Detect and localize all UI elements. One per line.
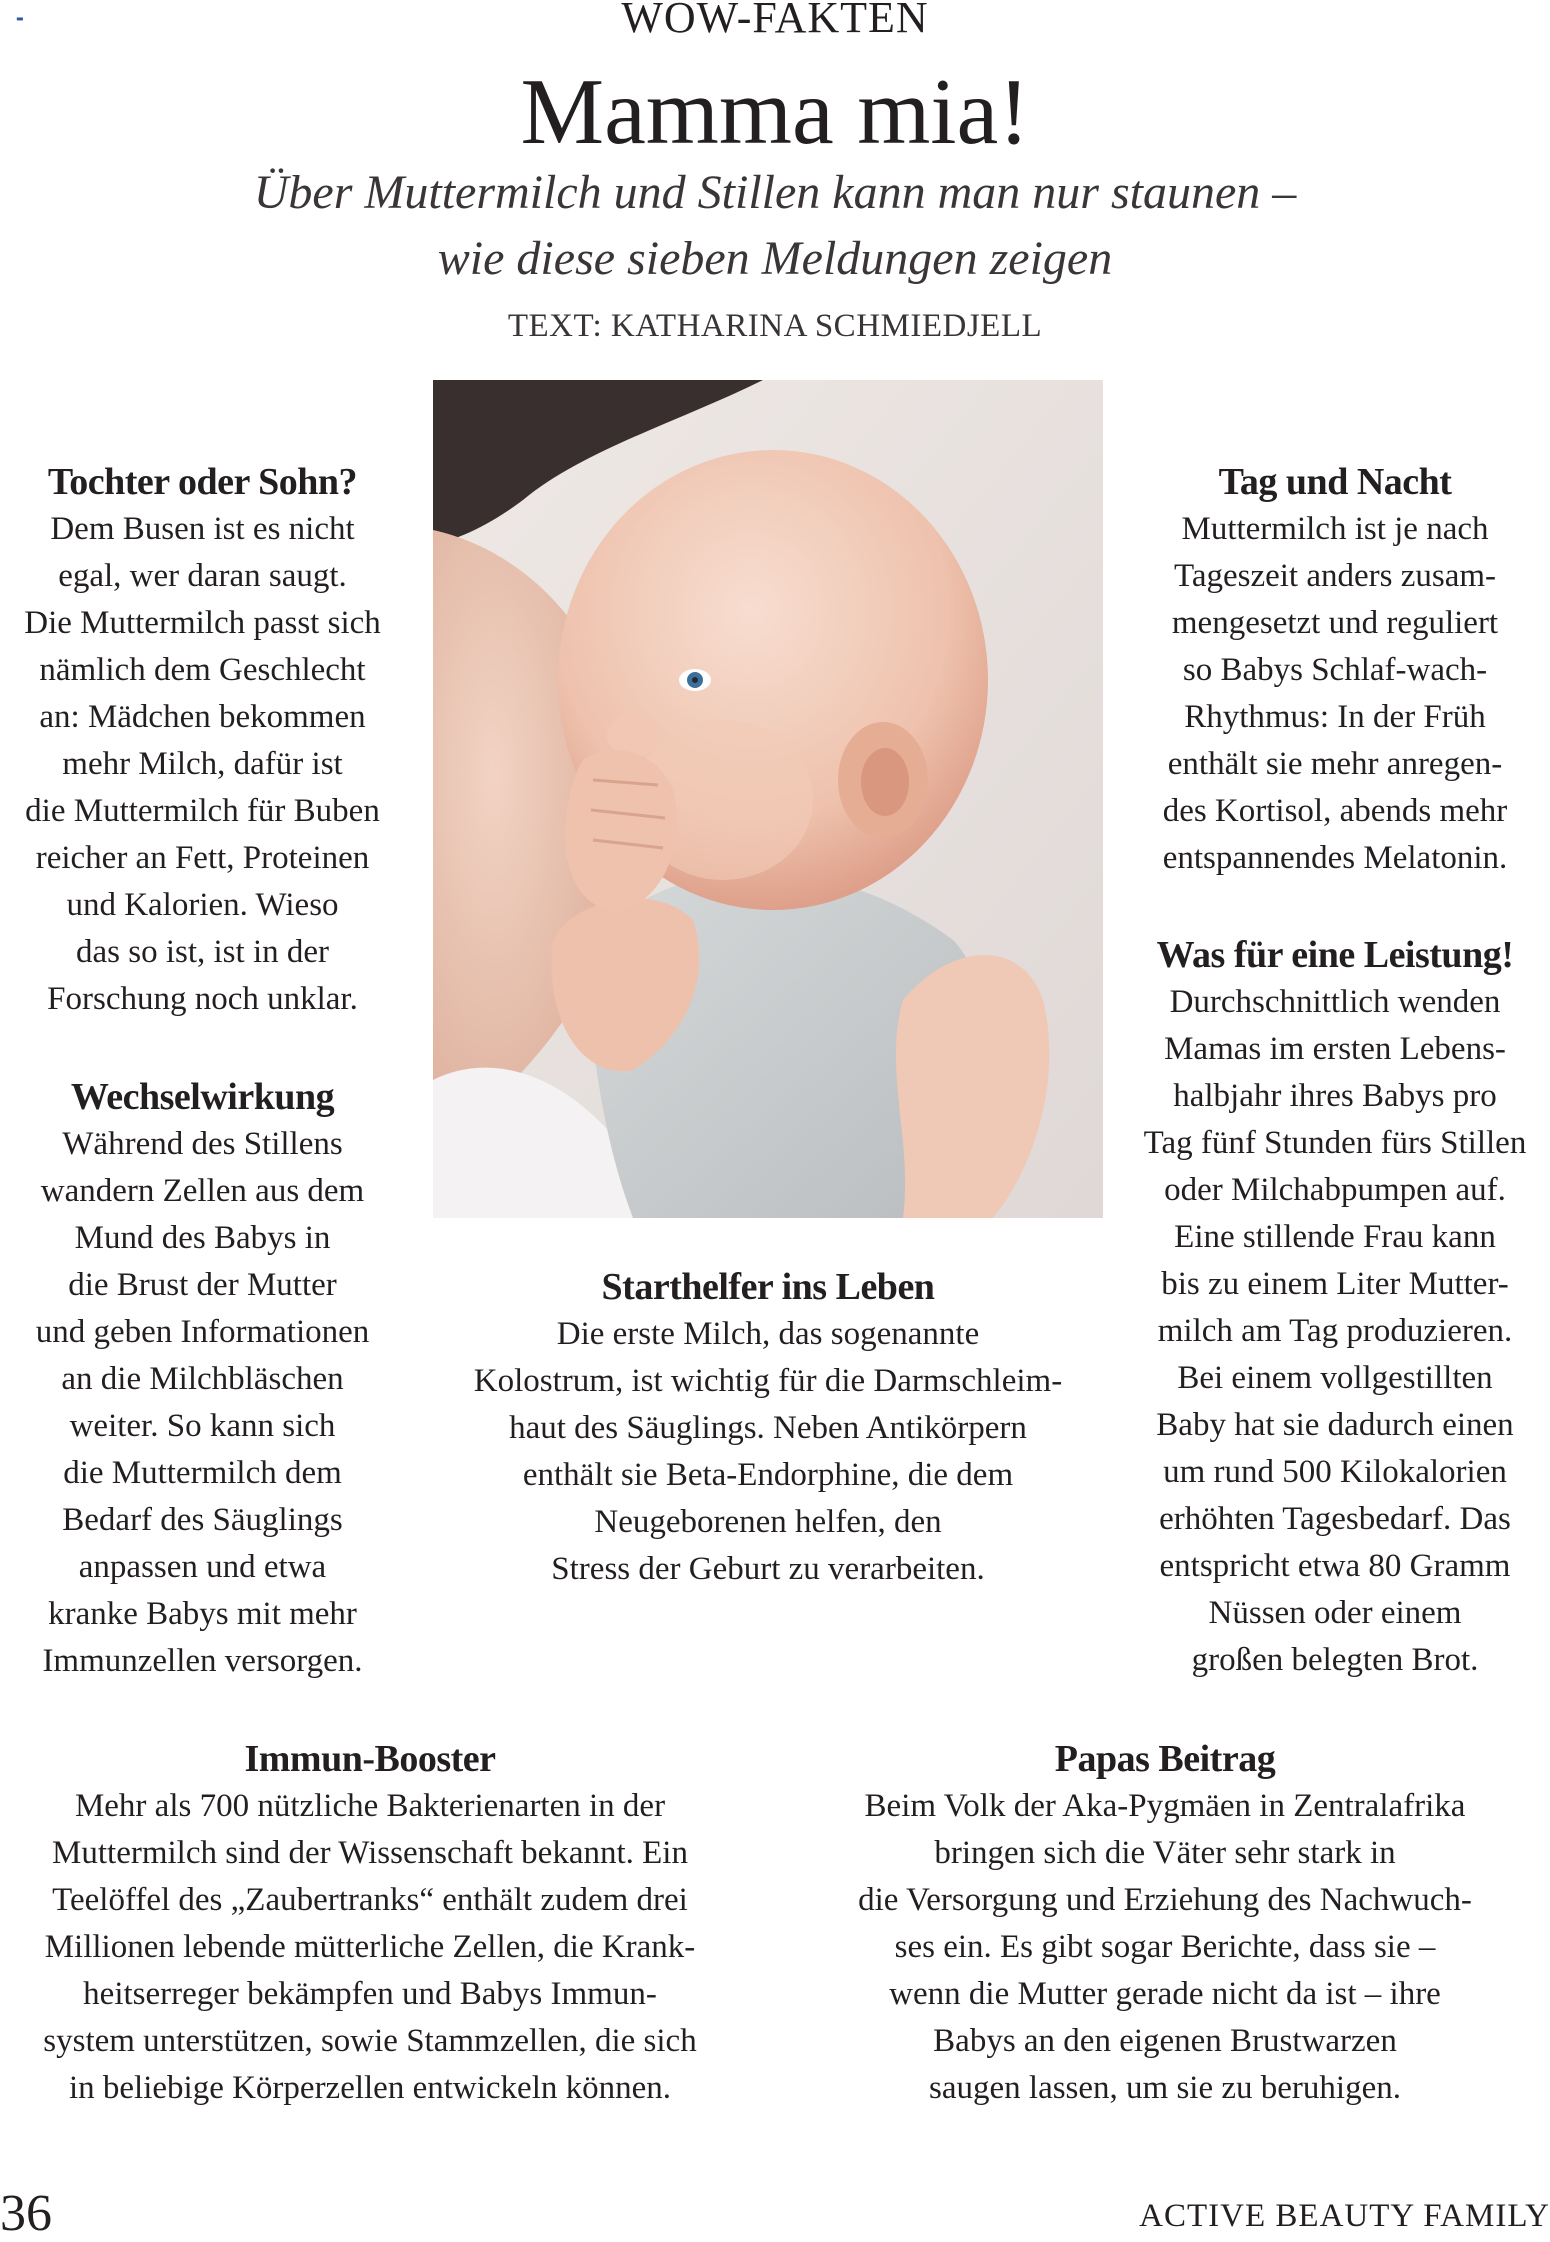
section-body: [790, 1783, 1540, 2112]
subtitle-line: wie diese sieben Meldungen zeigen: [437, 232, 1113, 285]
body-line: mengesetzt und reguliert: [1171, 605, 1499, 641]
corner-mark: ▬: [16, 16, 24, 22]
section-body: [1120, 979, 1550, 1684]
body-line: enthält sie Beta-Endorphine, die dem: [522, 1457, 1014, 1493]
section-body: [0, 506, 405, 1023]
body-line: erhöhten Tagesbedarf. Das: [1159, 1501, 1511, 1537]
body-line: Mehr als 700 nützliche Bakterienarten in der: [74, 1788, 666, 1824]
section-body: [430, 1311, 1106, 1593]
body-line: so Babys Schlaf-wach-: [1182, 652, 1488, 688]
body-line: anpassen und etwa: [78, 1549, 327, 1585]
body-line: Baby hat sie dadurch einen: [1156, 1407, 1514, 1443]
body-line: Immunzellen versorgen.: [42, 1643, 363, 1679]
body-line: des Kortisol, abends mehr: [1162, 793, 1508, 829]
body-line: die Versorgung und Erziehung des Nachwuch-: [858, 1882, 1472, 1918]
section-tag-und-nacht: [1120, 458, 1550, 882]
body-line: die Brust der Mutter: [68, 1267, 337, 1303]
body-line: Babys an den eigenen Brustwarzen: [933, 2023, 1397, 2059]
body-line: Tageszeit anders zusam-: [1173, 558, 1497, 594]
page-title: Mamma mia!: [520, 60, 1030, 164]
body-line: ses ein. Es gibt sogar Berichte, dass sie –: [894, 1929, 1436, 1965]
section-heading: Starthelfer ins Leben: [601, 1266, 935, 1308]
body-line: Während des Stillens: [62, 1126, 343, 1162]
body-line: Mund des Babys in: [74, 1220, 331, 1256]
section-leistung: [1120, 931, 1550, 1684]
body-line: Dem Busen ist es nicht: [50, 511, 355, 547]
byline: TEXT: KATHARINA SCHMIEDJELL: [507, 308, 1043, 344]
body-line: Bedarf des Säuglings: [62, 1502, 343, 1538]
body-line: Neugeborenen helfen, den: [594, 1504, 942, 1540]
body-line: Teelöffel des „Zaubertranks“ enthält zudem drei: [52, 1882, 688, 1918]
section-heading: Immun-Booster: [244, 1738, 496, 1780]
body-line: Mamas im ersten Lebens-: [1164, 1031, 1506, 1067]
body-line: großen belegten Brot.: [1191, 1642, 1479, 1678]
body-line: Durchschnittlich wenden: [1169, 984, 1501, 1020]
body-line: Muttermilch sind der Wissenschaft bekannt. Ein: [52, 1835, 688, 1871]
body-line: Die Muttermilch passt sich: [24, 605, 381, 641]
body-line: Muttermilch ist je nach: [1181, 511, 1489, 547]
subtitle: [0, 160, 1550, 292]
body-line: milch am Tag produzieren.: [1157, 1313, 1513, 1349]
section-heading: Tochter oder Sohn?: [47, 461, 358, 503]
body-line: halbjahr ihres Babys pro: [1173, 1078, 1497, 1114]
body-line: haut des Säuglings. Neben Antikörpern: [509, 1410, 1027, 1446]
section-heading: Papas Beitrag: [1054, 1738, 1276, 1780]
body-line: Tag fünf Stunden fürs Stillen: [1143, 1125, 1527, 1161]
body-line: Bei einem vollgestillten: [1177, 1360, 1493, 1396]
body-line: wandern Zellen aus dem: [40, 1173, 365, 1209]
body-line: die Muttermilch für Buben: [25, 793, 380, 829]
section-heading: Was für eine Leistung!: [1156, 934, 1514, 976]
body-line: heitserreger bekämpfen und Babys Immun-: [83, 1976, 657, 2012]
body-line: nämlich dem Geschlecht: [39, 652, 366, 688]
section-body: [0, 1783, 740, 2112]
body-line: und geben Informationen: [35, 1314, 370, 1350]
body-line: egal, wer daran saugt.: [58, 558, 347, 594]
magazine-name: ACTIVE BEAUTY FAMILY: [1139, 2198, 1550, 2234]
body-line: bringen sich die Väter sehr stark in: [934, 1835, 1396, 1871]
body-line: in beliebige Körperzellen entwickeln können.: [68, 2070, 672, 2106]
body-line: entspannendes Melatonin.: [1162, 840, 1508, 876]
body-line: an die Milchbläschen: [61, 1361, 344, 1397]
body-line: mehr Milch, dafür ist: [62, 746, 343, 782]
body-line: die Muttermilch dem: [63, 1455, 342, 1491]
section-wechselwirkung: [0, 1073, 405, 1685]
body-line: um rund 500 Kilokalorien: [1163, 1454, 1507, 1490]
body-line: oder Milchabpumpen auf.: [1164, 1172, 1506, 1208]
section-heading: Wechselwirkung: [70, 1076, 335, 1118]
section-starthelfer: [430, 1263, 1106, 1593]
body-line: Nüssen oder einem: [1208, 1595, 1462, 1631]
section-body: [0, 1121, 405, 1685]
section-immun-booster: [0, 1735, 740, 2112]
body-line: an: Mädchen bekommen: [39, 699, 366, 735]
section-heading: Tag und Nacht: [1218, 461, 1452, 503]
body-line: Eine stillende Frau kann: [1174, 1219, 1496, 1255]
body-line: Beim Volk der Aka-Pygmäen in Zentralafrika: [864, 1788, 1466, 1824]
baby-breastfeeding-photo: [433, 380, 1103, 1218]
body-line: und Kalorien. Wieso: [66, 887, 339, 923]
body-line: Die erste Milch, das sogenannte: [556, 1316, 980, 1352]
body-line: das so ist, ist in der: [76, 934, 329, 970]
section-body: [1120, 506, 1550, 882]
body-line: bis zu einem Liter Mutter-: [1161, 1266, 1509, 1302]
body-line: Kolostrum, ist wichtig für die Darmschleim-: [473, 1363, 1063, 1399]
body-line: weiter. So kann sich: [69, 1408, 336, 1444]
body-line: Rhythmus: In der Früh: [1184, 699, 1486, 735]
body-line: wenn die Mutter gerade nicht da ist – ihre: [889, 1976, 1441, 2012]
body-line: reicher an Fett, Proteinen: [35, 840, 370, 876]
kicker: WOW-FAKTEN: [621, 0, 929, 42]
body-line: saugen lassen, um sie zu beruhigen.: [929, 2070, 1401, 2106]
section-tochter-oder-sohn: [0, 458, 405, 1023]
section-papas-beitrag: [790, 1735, 1540, 2112]
body-line: entspricht etwa 80 Gramm: [1159, 1548, 1511, 1584]
body-line: kranke Babys mit mehr: [48, 1596, 357, 1632]
body-line: system unterstützen, sowie Stammzellen, die sich: [43, 2023, 697, 2059]
body-line: Stress der Geburt zu verarbeiten.: [551, 1551, 985, 1587]
page-number: 36: [0, 2185, 52, 2242]
subtitle-line: Über Muttermilch und Stillen kann man nur staunen –: [253, 166, 1297, 219]
body-line: Forschung noch unklar.: [47, 981, 358, 1017]
body-line: Millionen lebende mütterliche Zellen, die Krank-: [44, 1929, 696, 1965]
body-line: enthält sie mehr anregen-: [1167, 746, 1503, 782]
